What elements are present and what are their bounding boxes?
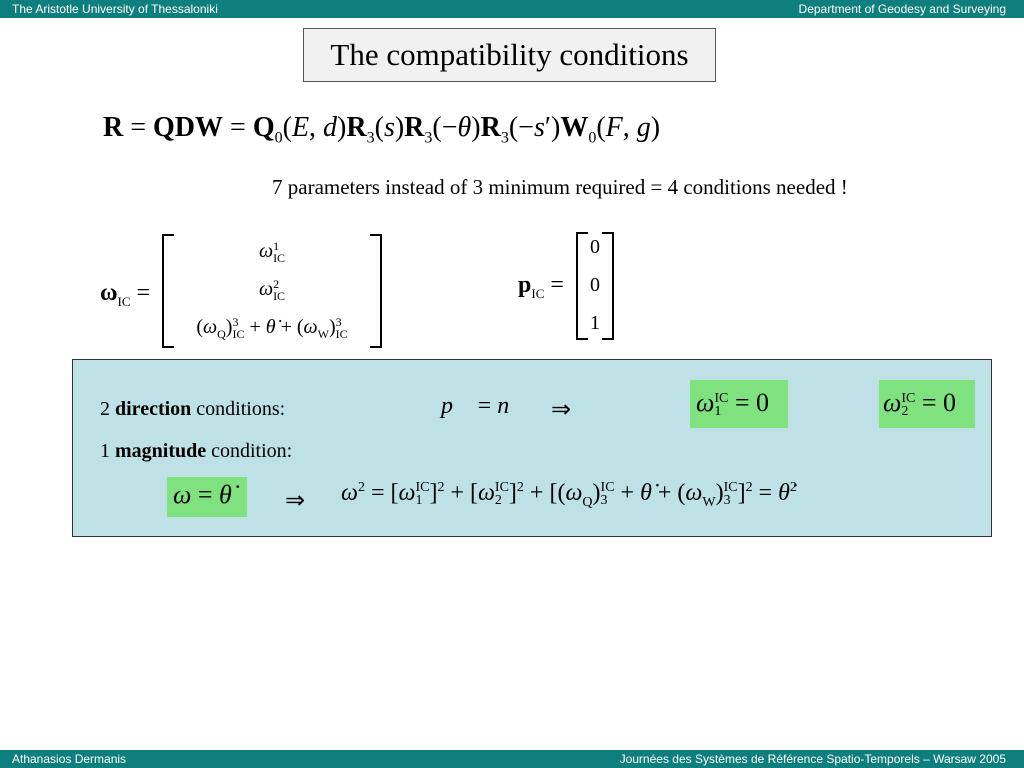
footer-right-text: Journées des Systèmes de Référence Spatio-Temporels – Warsaw 2005	[619, 752, 1006, 766]
p-ic-matrix	[576, 232, 614, 340]
p-ic-row-2: 0	[590, 274, 600, 296]
magnitude-expansion-equation: $\omega^2 = [\omega IC$ 1 ]$^2$ + [ωIC 2 ]$^2 + [(\omega_Q)IC$ 3 + θ̇ + $(\omega_W)IC$ 3 ]$^2$ = θ̇$^2$	[341, 480, 797, 510]
slide-title: The compatibility conditions	[303, 28, 716, 82]
rotation-decomposition-equation: R = QDW = $Q_0(E$, $d)R_3(s)R_3(-\theta)R_3(-s')W_0(F$, g)	[103, 112, 661, 147]
implies-arrow-2: ⇒	[285, 488, 306, 514]
omega-ic-label: $\omega_{IC}$ =	[100, 280, 151, 309]
magnitude-condition-highlight	[167, 477, 247, 517]
conditions-panel	[72, 359, 992, 537]
direction-condition-1: ωIC 1 = 0	[696, 388, 770, 420]
omega-ic-matrix	[162, 234, 382, 348]
p-ic-row-1: 0	[590, 236, 600, 258]
footer-left-text: Athanasios Dermanis	[12, 752, 127, 766]
header-right-text: Department of Geodesy and Surveying	[798, 2, 1006, 16]
direction-condition-2-highlight	[879, 380, 975, 428]
omega-ic-row-3: $(\omega_Q)3$ IC + θ̇ + $(\omega_W)3$ IC	[196, 315, 348, 342]
direction-condition-2: ωIC 2 = 0	[883, 388, 957, 420]
p-ic-row-3: 1	[590, 312, 600, 334]
footer-bar	[0, 750, 1024, 768]
direction-condition-1-highlight	[690, 380, 788, 428]
direction-vector-equation: p⃗ = n⃗	[441, 393, 528, 419]
omega-ic-row-2: ω2 IC	[258, 277, 286, 304]
omega-ic-row-1: ω1 IC	[258, 239, 286, 266]
header-left-text: The Aristotle University of Thessaloniki	[12, 2, 218, 16]
p-ic-label: $p_{IC}$ =	[518, 272, 564, 301]
direction-conditions-label: 2 direction conditions:	[100, 398, 286, 420]
implies-arrow-1: ⇒	[551, 397, 572, 423]
parameters-note: 7 parameters instead of 3 minimum required = 4 conditions needed !	[272, 175, 848, 199]
header-bar	[0, 0, 1024, 18]
magnitude-condition-label: 1 magnitude condition:	[100, 440, 293, 462]
magnitude-condition: ω = θ̇	[173, 480, 232, 509]
